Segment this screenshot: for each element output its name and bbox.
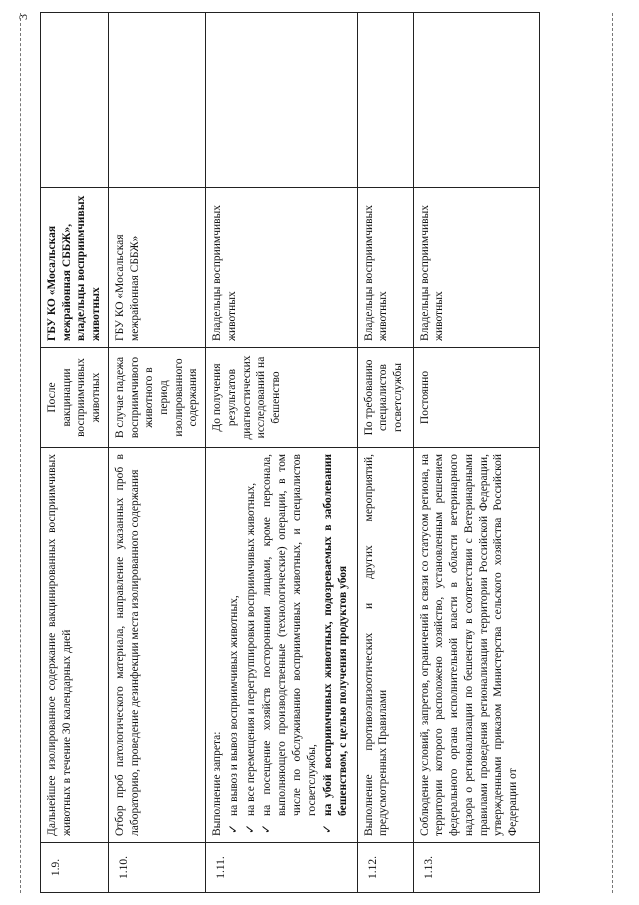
row-number: 1.12. <box>357 843 413 893</box>
term-text: В случае падежа восприимчивого животного в период изолированного содержания <box>108 348 205 448</box>
measure-text: Соблюдение условий, запретов, ограничений в связи со статусом региона, на территории которого расположено хозяйство, установленным решением федерального органа исполнительной власти в области ветеринарного надзора о регионализации по бешенству в соответствии с Ветеринарными правилами проведения регионализации территории Российской Федерации, утвержденными приказом Министерства сельского хозяйства Российской Федерации от <box>413 448 539 843</box>
measure-intro: Выполнение запрета: <box>211 731 224 836</box>
scan-artifact-line <box>20 13 21 893</box>
row-number: 1.13. <box>413 843 539 893</box>
page-number: 3 <box>16 14 30 20</box>
measure-text: Дальнейшее изолированное содержание вакцинированных восприимчивых животных в течение 30 календарных дней <box>41 448 109 843</box>
list-item: ✓ на все перемещения и перегруппировки восприимчивых животных, <box>242 482 257 834</box>
executor-text: Владельцы восприимчивых животных <box>357 188 413 348</box>
executor-text: Владельцы восприимчивых животных <box>413 188 539 348</box>
executor-text: Владельцы восприимчивых животных <box>206 188 357 348</box>
list-item: ✓ на посещение хозяйств посторонними лицами, кроме персонала, выполняющего производственные (технологические) операции, в том числе по обслуживанию восприимчивых животных, и специалистов госветслужбы, <box>259 454 318 834</box>
empty-cell <box>357 13 413 188</box>
measure-text: Отбор проб патологического материала, направление указанных проб в лабораторию, проведение дезинфекции места изолированного содержания <box>108 448 205 843</box>
empty-cell <box>41 13 109 188</box>
checkmark-icon: ✓ <box>320 823 335 834</box>
measure-cell <box>206 448 357 843</box>
scan-artifact-line <box>612 13 613 893</box>
term-text: По требованию специалистов госветслужбы <box>357 348 413 448</box>
executor-text: ГБУ КО «Мосальская межрайонная СББЖ», владельцы восприимчивых животных <box>41 188 109 348</box>
term-text: После вакцинации восприимчивых животных <box>41 348 109 448</box>
table-row <box>357 13 413 893</box>
table-row <box>206 13 357 893</box>
prohibition-list <box>227 454 351 836</box>
row-number: 1.9. <box>41 843 109 893</box>
checkmark-icon: ✓ <box>242 823 257 834</box>
table-row <box>41 13 109 893</box>
row-number: 1.10. <box>108 843 205 893</box>
executor-text: ГБУ КО «Мосальская межрайонная СББЖ» <box>108 188 205 348</box>
checkmark-icon: ✓ <box>225 823 240 834</box>
empty-cell <box>206 13 357 188</box>
list-item: ✓ на убой восприимчивых животных, подозреваемых в заболевании бешенством, с целью получения продуктов убоя <box>320 454 349 834</box>
empty-cell <box>108 13 205 188</box>
list-item: ✓ на вывоз и вывоз восприимчивых животных, <box>225 595 240 834</box>
empty-cell <box>413 13 539 188</box>
measure-text: Выполнение противоэпизоотических и других мероприятий, предусмотренных Правилами <box>357 448 413 843</box>
row-number: 1.11. <box>206 843 357 893</box>
term-text: До получения результатов диагностических исследований на бешенство <box>206 348 357 448</box>
measures-table <box>40 12 540 893</box>
table-row <box>108 13 205 893</box>
checkmark-icon: ✓ <box>259 823 274 834</box>
table-row <box>413 13 539 893</box>
term-text: Постоянно <box>413 348 539 448</box>
